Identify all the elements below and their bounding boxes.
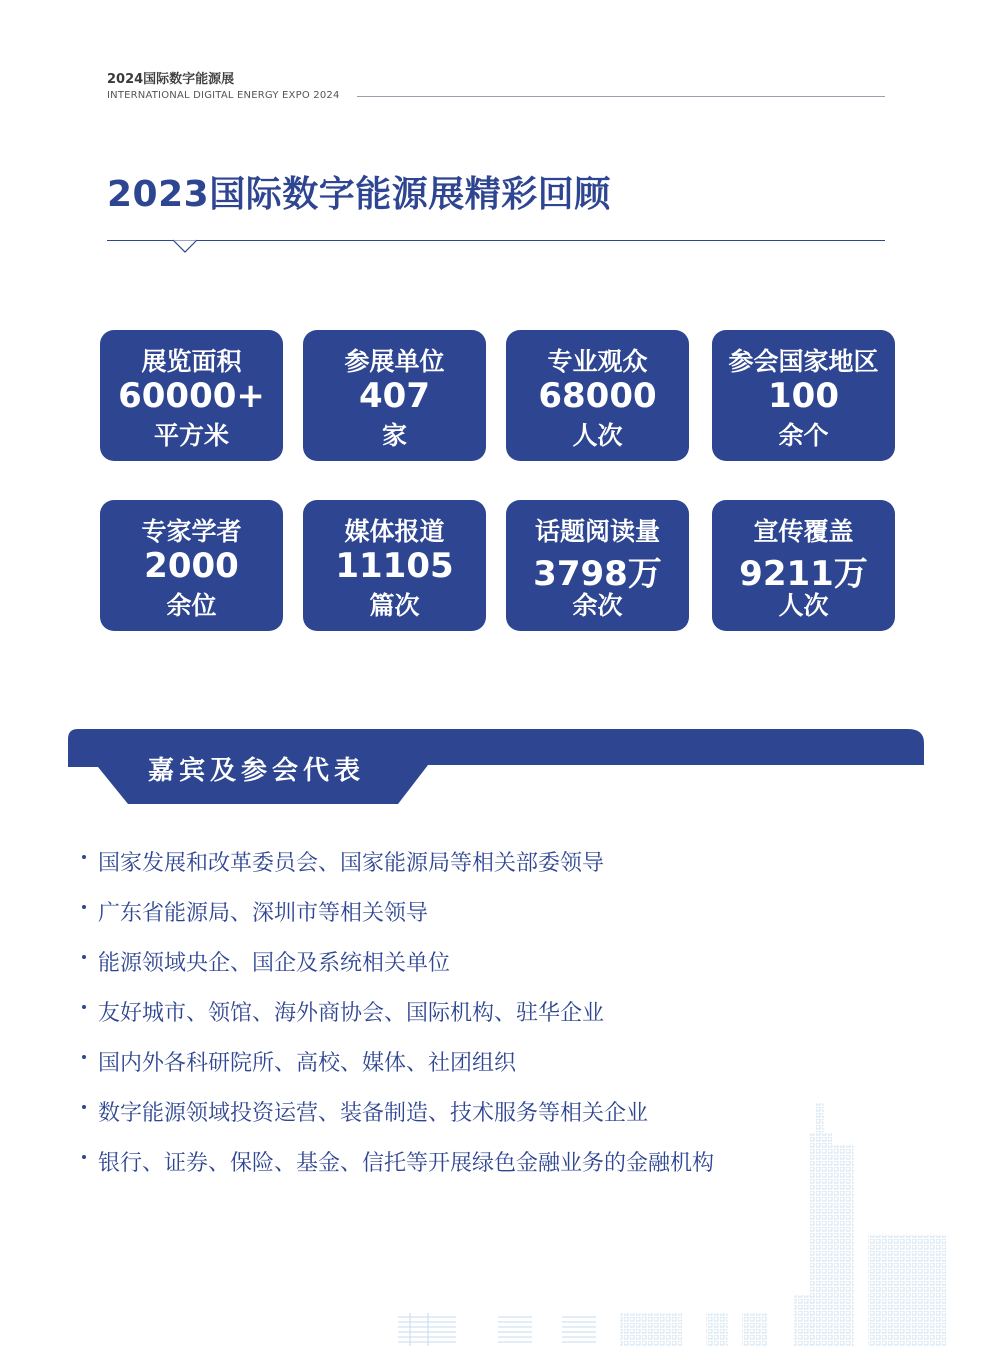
- stat-card-countries: [712, 330, 895, 461]
- section-title: 嘉宾及参会代表: [148, 756, 366, 786]
- header-title: 2024国际数字能源展: [107, 72, 235, 87]
- stat-card-coverage: [712, 500, 895, 631]
- bullet-icon: [82, 855, 86, 859]
- header-divider: [357, 96, 885, 97]
- stat-value: 68000: [538, 376, 657, 416]
- stat-value: 100: [768, 376, 839, 416]
- bullet-icon: [82, 955, 86, 959]
- list-item: [82, 986, 714, 1036]
- stat-unit: 人次: [778, 591, 829, 620]
- stat-value: 3798万: [533, 554, 662, 594]
- list-item: [82, 1036, 714, 1086]
- stat-card-media: [303, 500, 486, 631]
- header-subtitle: INTERNATIONAL DIGITAL ENERGY EXPO 2024: [107, 90, 340, 101]
- bullet-icon: [82, 1105, 86, 1109]
- list-item: [82, 936, 714, 986]
- list-item-text: 友好城市、领馆、海外商协会、国际机构、驻华企业: [98, 1000, 605, 1026]
- stat-unit: 余位: [166, 591, 217, 620]
- stat-unit: 人次: [572, 421, 623, 450]
- bullet-icon: [82, 905, 86, 909]
- stat-unit: 平方米: [153, 421, 229, 450]
- stat-value: 9211万: [739, 554, 868, 594]
- stat-label: 参会国家地区: [728, 347, 879, 376]
- stat-card-experts: [100, 500, 283, 631]
- list-item-text: 数字能源领域投资运营、装备制造、技术服务等相关企业: [98, 1100, 649, 1126]
- list-item-text: 广东省能源局、深圳市等相关领导: [98, 900, 429, 926]
- stat-label: 专业观众: [547, 347, 648, 376]
- list-item-text: 国家发展和改革委员会、国家能源局等相关部委领导: [98, 850, 605, 876]
- list-item-text: 国内外各科研院所、高校、媒体、社团组织: [98, 1050, 517, 1076]
- stat-label: 专家学者: [141, 517, 242, 546]
- list-item-text: 能源领域央企、国企及系统相关单位: [98, 950, 451, 976]
- stat-label: 媒体报道: [344, 517, 445, 546]
- stat-unit: 余次: [572, 591, 623, 620]
- chevron-down-icon: [172, 231, 196, 255]
- stat-unit: 家: [381, 421, 407, 450]
- bullet-icon: [82, 1155, 86, 1159]
- stat-card-visitors: [506, 330, 689, 461]
- stat-unit: 篇次: [369, 591, 420, 620]
- list-item: [82, 886, 714, 936]
- stat-unit: 余个: [778, 421, 829, 450]
- stat-card-topic-reads: [506, 500, 689, 631]
- title-underline: [107, 240, 885, 241]
- stat-value: 11105: [335, 546, 454, 586]
- list-item: [82, 836, 714, 886]
- city-skyline-icon: [390, 1095, 970, 1346]
- stat-label: 参展单位: [344, 347, 445, 376]
- bullet-icon: [82, 1055, 86, 1059]
- stat-value: 60000+: [118, 376, 265, 416]
- bullet-icon: [82, 1005, 86, 1009]
- stat-label: 宣传覆盖: [753, 517, 854, 546]
- stat-value: 2000: [144, 546, 239, 586]
- stat-value: 407: [359, 376, 430, 416]
- page-title: 2023国际数字能源展精彩回顾: [107, 174, 611, 215]
- stat-card-exhibition-area: [100, 330, 283, 461]
- list-item-text: 银行、证券、保险、基金、信托等开展绿色金融业务的金融机构: [98, 1150, 715, 1176]
- stat-label: 展览面积: [141, 347, 242, 376]
- stat-card-exhibitors: [303, 330, 486, 461]
- stat-label: 话题阅读量: [534, 517, 660, 546]
